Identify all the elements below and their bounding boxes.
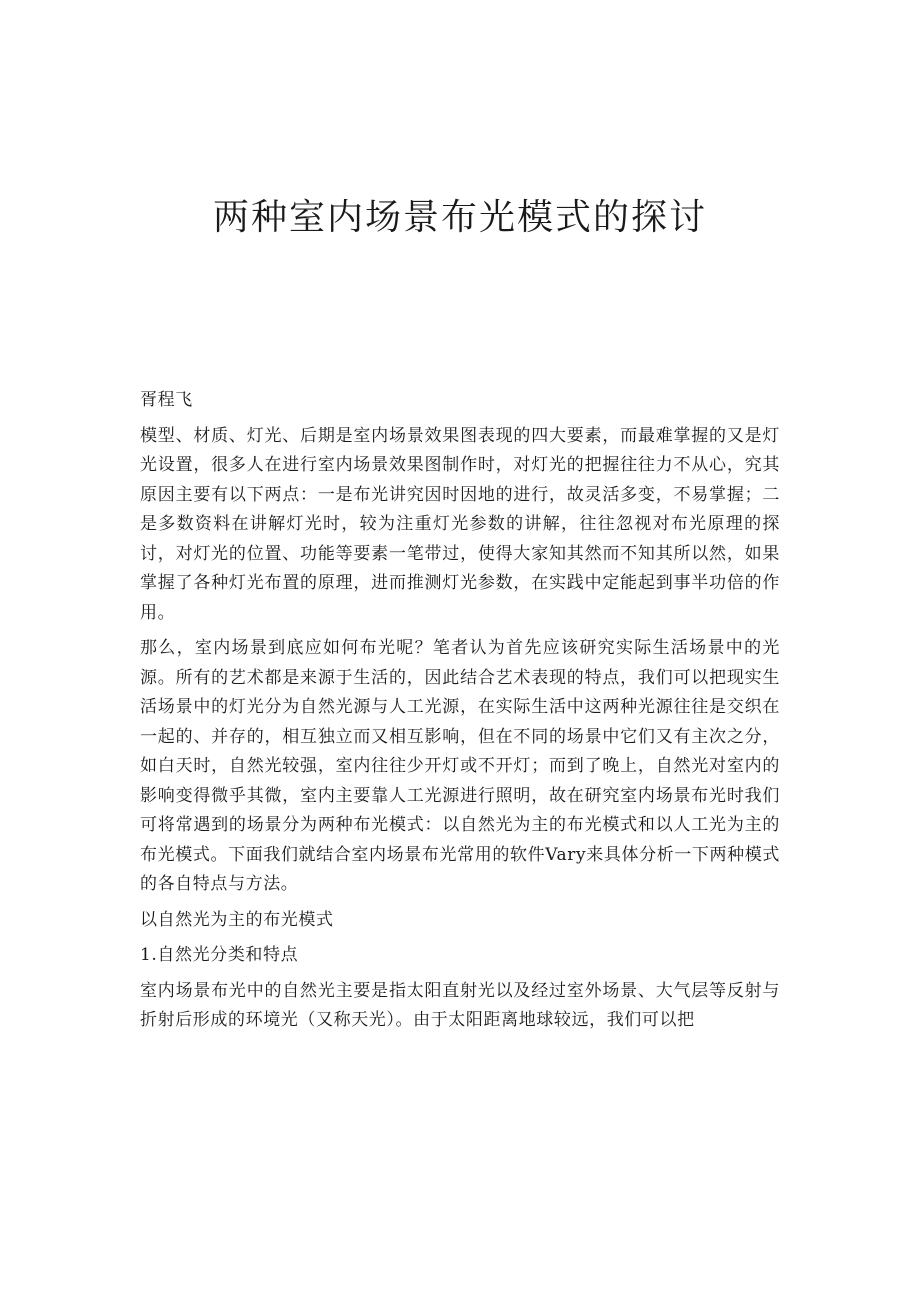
document-title: 两种室内场景布光模式的探讨	[212, 197, 707, 238]
subsection-heading: 1.自然光分类和特点	[140, 945, 299, 965]
paragraph-light-sources: 那么，室内场景到底应如何布光呢？笔者认为首先应该研究实际生活场景中的光源。所有的艺术都是来源于生活的，因此结合艺术表现的特点，我们可以把现实生活场景中的灯光分为自然光源与人工光源，在实际生活中这两种光源往往是交织在一起的、并存的，相互独立而又相互影响，但在不同的场景中它们又有主次之分，如白天时，自然光较强，室内往往少开灯或不开灯；而到了晚上，自然光对室内的影响变得微乎其微，室内主要靠人工光源进行照明，故在研究室内场景布光时我们可将常遇到的场景分为两种布光模式：以自然光为主的布光模式和以人工光为主的布光模式。下面我们就结合室内场景布光常用的软件Vary来具体分析一下两种模式的各自特点与方法。	[140, 638, 780, 894]
paragraph-natural-light: 室内场景布光中的自然光主要是指太阳直射光以及经过室外场景、大气层等反射与折射后形成的环境光（又称天光）。由于太阳距离地球较远，我们可以把	[140, 980, 780, 1030]
paragraph-intro: 模型、材质、灯光、后期是室内场景效果图表现的四大要素，而最难掌握的又是灯光设置，很多人在进行室内场景效果图制作时，对灯光的把握往往力不从心，究其原因主要有以下两点：一是布光讲究因时因地的进行，故灵活多变，不易掌握；二是多数资料在讲解灯光时，较为注重灯光参数的讲解，往往忽视对布光原理的探讨，对灯光的位置、功能等要素一笔带过，使得大家知其然而不知其所以然，如果掌握了各种灯光布置的原理，进而推测灯光参数，在实践中定能起到事半功倍的作用。	[140, 425, 780, 623]
author-name: 胥程飞	[140, 390, 193, 410]
section-heading: 以自然光为主的布光模式	[140, 909, 334, 930]
document-body	[140, 386, 780, 1042]
